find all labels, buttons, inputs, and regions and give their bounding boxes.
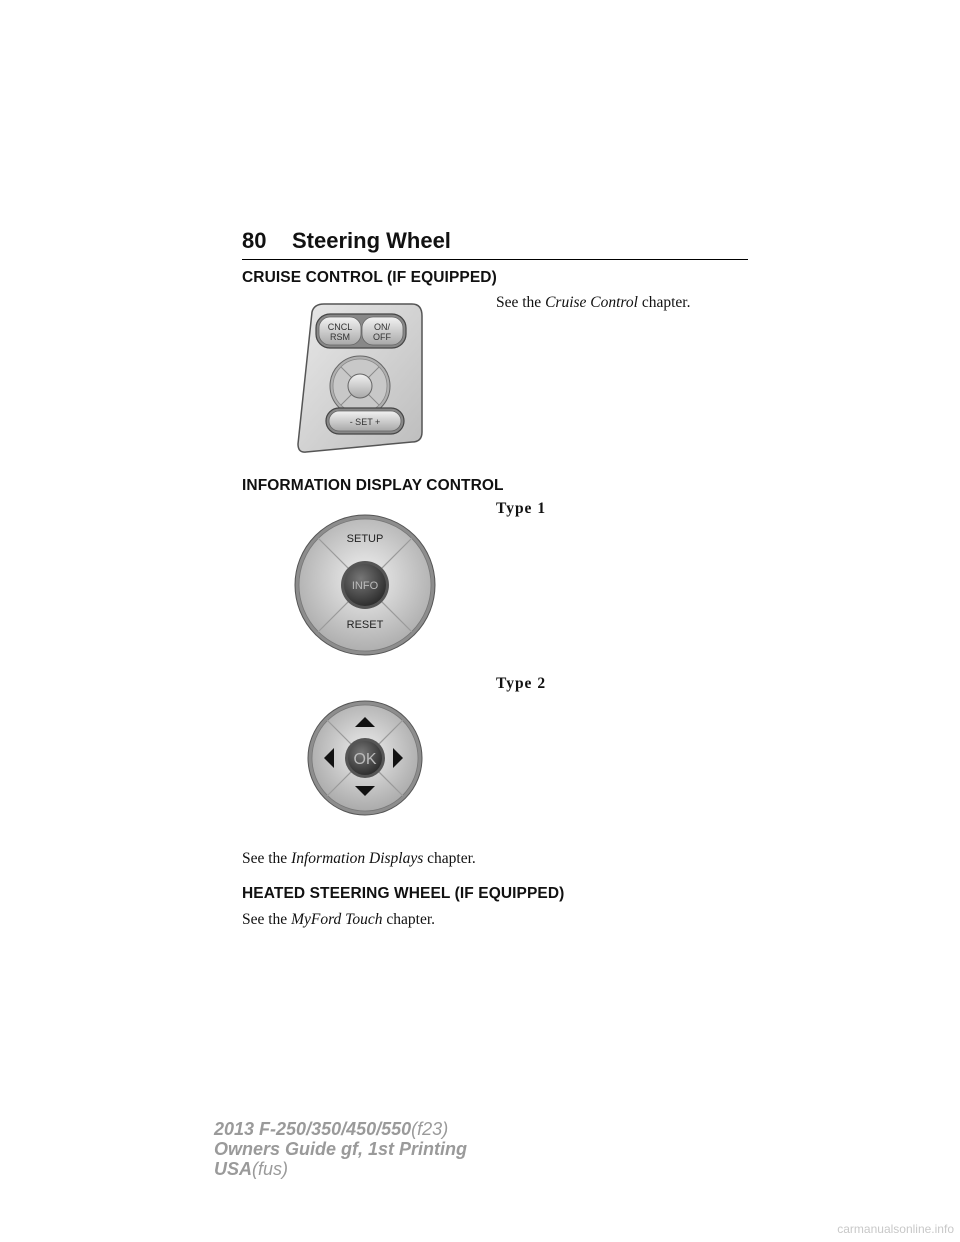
information-display-heading: INFORMATION DISPLAY CONTROL (242, 477, 504, 494)
page-number: 80 (242, 228, 267, 253)
type1-label: Type 1 (496, 500, 547, 517)
watermark: carmanualsonline.info (837, 1222, 954, 1236)
type2-control-illustration (307, 700, 423, 816)
off-button-label: OFF (373, 332, 391, 342)
rsm-button-label: RSM (330, 332, 350, 342)
cruise-control-buttons-illustration (290, 300, 430, 460)
information-displays-chapter-link[interactable]: Information Displays (291, 850, 424, 867)
chapter-title: Steering Wheel (292, 228, 451, 253)
information-display-reference: See the Information Displays chapter. (242, 850, 476, 867)
type1-control-illustration (294, 514, 436, 656)
document-footer: 2013 F-250/350/450/550(f23) Owners Guide gf, 1st Printing USA(fus) (214, 1119, 468, 1179)
myford-touch-chapter-link[interactable]: MyFord Touch (291, 911, 383, 928)
cruise-control-heading: CRUISE CONTROL (IF EQUIPPED) (242, 269, 497, 286)
ok-button-label: OK (353, 751, 377, 768)
reset-button-label: RESET (346, 619, 384, 631)
header-rule (242, 259, 748, 260)
cruise-control-chapter-link[interactable]: Cruise Control (545, 294, 638, 311)
heated-steering-wheel-reference: See the MyFord Touch chapter. (242, 911, 436, 928)
info-button-label: INFO (351, 580, 379, 592)
heated-steering-wheel-heading: HEATED STEERING WHEEL (IF EQUIPPED) (242, 885, 565, 902)
cncl-button-label: CNCL (327, 322, 353, 332)
set-button-label: - SET + (349, 417, 381, 427)
on-button-label: ON/ (373, 322, 391, 332)
cruise-control-reference: See the Cruise Control chapter. (496, 294, 691, 311)
type2-label: Type 2 (496, 675, 547, 692)
setup-button-label: SETUP (346, 533, 384, 545)
